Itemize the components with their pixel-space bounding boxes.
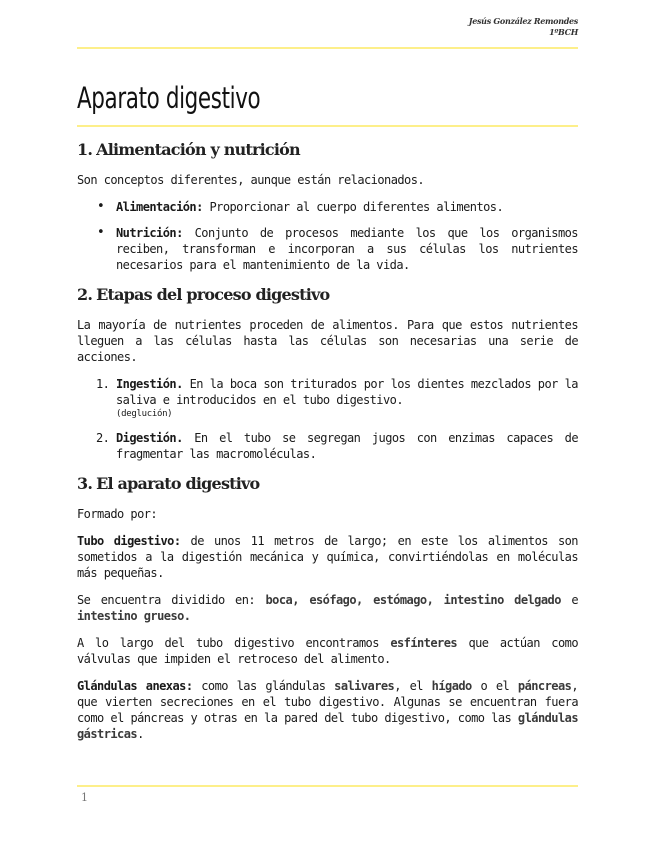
list-item: 2. Digestión. En el tubo se segregan jugos con enzimas capaces de fragmentar las macromoléculas. bbox=[96, 431, 578, 461]
section-2-intro: La mayoría de nutrientes proceden de alimentos. Para que estos nutrientes lleguen a las células hasta las células son necesarias una serie de acciones. bbox=[77, 318, 578, 364]
section-heading-1: 1. Alimentación y nutrición bbox=[77, 140, 300, 159]
paragraph-esfinteres: A lo largo del tubo digestivo encontramos esfínteres que actúan como válvulas que impiden el retroceso del alimento. bbox=[77, 636, 578, 666]
author-name: Jesús González Remondes bbox=[468, 16, 578, 26]
paragraph-partes: Se encuentra dividido en: boca, esófago, estómago, intestino delgado e intestino grueso. bbox=[77, 593, 578, 623]
title-rule bbox=[77, 125, 578, 127]
section-3-intro: Formado por: bbox=[77, 507, 158, 521]
page-header bbox=[469, 16, 578, 38]
document-page bbox=[77, 0, 578, 848]
list-item: • Alimentación: Proporcionar al cuerpo diferentes alimentos. bbox=[116, 199, 578, 215]
document-body bbox=[77, 138, 578, 753]
page-title: Aparato digestivo bbox=[77, 81, 261, 115]
list-item: • Nutrición: Conjunto de procesos mediante los que los organismos reciben, transforman e incorporan a sus células los nutrientes necesarios para el mantenimiento de la vida. bbox=[116, 225, 578, 273]
steps-list bbox=[77, 376, 578, 462]
deglucion-note: (deglución) bbox=[116, 409, 173, 419]
section-heading-3: 3. El aparato digestivo bbox=[77, 474, 260, 493]
header-rule bbox=[77, 47, 578, 49]
footer-rule bbox=[77, 785, 578, 787]
paragraph-glandulas: Glándulas anexas: como las glándulas salivares, el hígado o el páncreas, que vierten secreciones en el tubo digestivo. Algunas se encuentran fuera como el páncreas y otras en la pared del tubo digestivo, como las glándulas gástricas. bbox=[77, 679, 578, 741]
page-number: 1 bbox=[81, 791, 88, 804]
section-heading-2: 2. Etapas del proceso digestivo bbox=[77, 285, 330, 304]
course-label: 1ºBCH bbox=[549, 27, 578, 37]
definition-list bbox=[77, 199, 578, 273]
list-item: 1. Ingestión. En la boca son triturados por los dientes mezclados por la saliva e introducidos en el tubo digestivo. (deglución) bbox=[96, 377, 578, 419]
paragraph-tubo-digestivo: Tubo digestivo: de unos 11 metros de largo; en este los alimentos son sometidos a la digestión mecánica y química, convirtiéndolas en moléculas más pequeñas. bbox=[77, 534, 578, 580]
section-1-intro: Son conceptos diferentes, aunque están relacionados. bbox=[77, 173, 425, 187]
